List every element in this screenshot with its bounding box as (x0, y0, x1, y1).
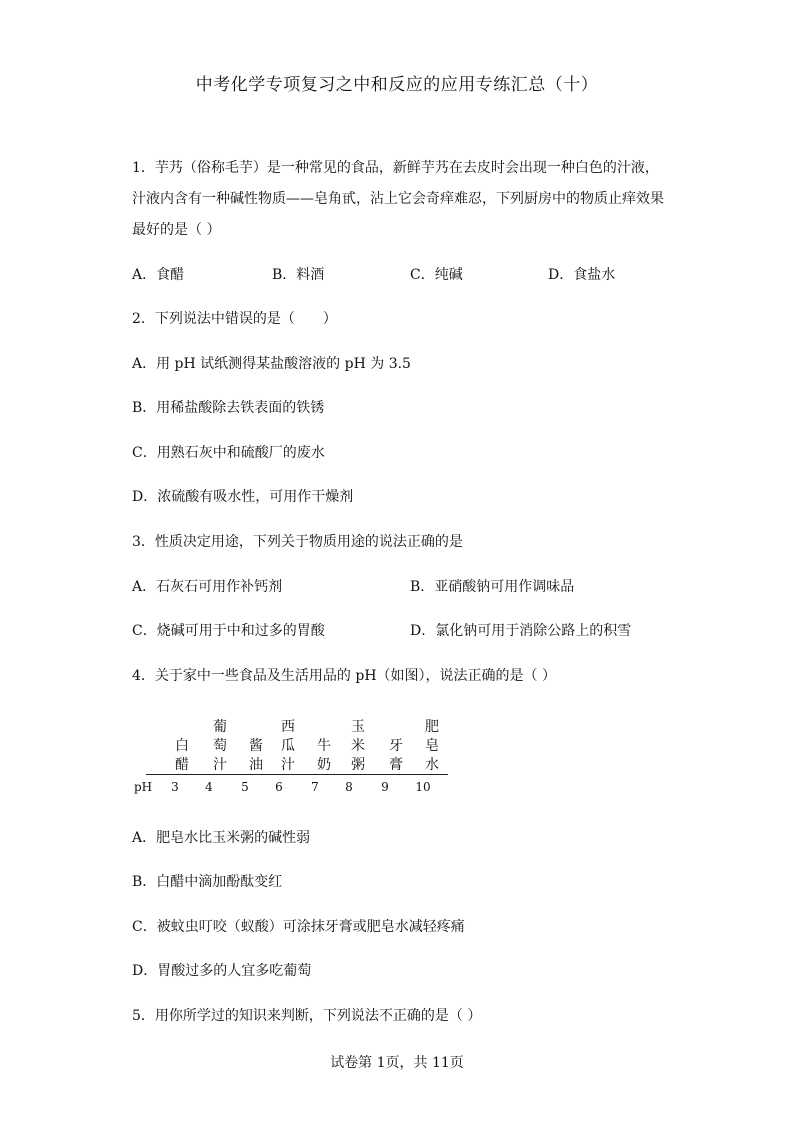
q4-option-b: B．白醋中滴加酚酞变红 (132, 874, 283, 890)
ph-item-char (246, 718, 266, 737)
ph-tick-6: 6 (275, 780, 283, 794)
q1-option-c: C．纯碱 (410, 267, 463, 283)
q4-stem: 4．关于家中一些食品及生活用品的 pH（如图），说法正确的是（ ） (132, 668, 556, 684)
ph-item-char: 牛 (317, 738, 331, 754)
ph-item-char (172, 718, 192, 737)
ph-item-watermelon-juice (278, 718, 298, 775)
q3-option-b: B．亚硝酸钠可用作调味品 (410, 579, 575, 595)
ph-item-char: 西 (281, 719, 295, 735)
ph-item-char: 奶 (317, 757, 331, 773)
ph-tick-5: 5 (241, 780, 249, 794)
ph-item-char: 水 (425, 757, 439, 773)
ph-item-soy-sauce (246, 718, 266, 775)
ph-axis-line (146, 774, 448, 775)
ph-item-char (314, 718, 334, 737)
ph-tick-8: 8 (345, 780, 353, 794)
q1-option-d: D．食盐水 (548, 267, 616, 283)
q5-stem: 5．用你所学过的知识来判断，下列说法不正确的是（ ） (132, 1008, 482, 1024)
ph-item-char: 酱 (249, 738, 263, 754)
q1-option-b: B．料酒 (272, 267, 325, 283)
ph-item-char: 粥 (351, 757, 365, 773)
q4-option-d: D．胃酸过多的人宜多吃葡萄 (132, 963, 312, 979)
ph-item-char: 白 (175, 738, 189, 754)
q1-line2: 汁液内含有一种碱性物质——皂角甙，沾上它会奇痒难忍，下列厨房中的物质止痒效果 (132, 191, 664, 207)
q2-option-b: B．用稀盐酸除去铁表面的铁锈 (132, 400, 325, 416)
q1-line1: 1．芋艿（俗称毛芋）是一种常见的食品，新鲜芋艿在去皮时会出现一种白色的汁液， (132, 160, 659, 176)
q2-option-a: A．用 pH 试纸测得某盐酸溶液的 pH 为 3.5 (132, 356, 411, 372)
q2-stem: 2．下列说法中错误的是（ ） (132, 311, 337, 327)
q3-option-c: C．烧碱可用于中和过多的胃酸 (132, 623, 325, 639)
ph-item-white-vinegar (172, 718, 192, 775)
ph-tick-4: 4 (205, 780, 213, 794)
ph-item-char: 汁 (213, 757, 227, 773)
q1-line3: 最好的是（ ） (132, 222, 221, 238)
ph-item-char: 皂 (425, 738, 439, 754)
q3-option-a: A．石灰石可用作补钙剂 (132, 579, 283, 595)
ph-item-char: 玉 (351, 719, 365, 735)
q1-option-a: A．食醋 (132, 267, 185, 283)
ph-scale-figure (132, 712, 462, 802)
q4-option-a: A．肥皂水比玉米粥的碱性弱 (132, 830, 311, 846)
ph-item-milk (314, 718, 334, 775)
ph-item-grape-juice (210, 718, 230, 775)
ph-item-toothpaste (386, 718, 406, 775)
ph-item-char: 葡 (213, 719, 227, 735)
q3-stem: 3．性质决定用途，下列关于物质用途的说法正确的是 (132, 534, 463, 550)
ph-item-char: 米 (351, 738, 365, 754)
q3-option-d: D．氯化钠可用于消除公路上的积雪 (410, 623, 632, 639)
ph-tick-7: 7 (311, 780, 319, 794)
page-footer: 试卷第 1页，共 11页 (330, 1055, 464, 1071)
ph-tick-3: 3 (171, 780, 179, 794)
q2-option-d: D．浓硫酸有吸水性，可用作干燥剂 (132, 489, 354, 505)
ph-axis-label: pH (134, 780, 153, 794)
ph-tick-9: 9 (381, 780, 389, 794)
ph-item-char (386, 718, 406, 737)
ph-item-corn-porridge (348, 718, 368, 775)
ph-item-char: 醋 (175, 757, 189, 773)
ph-item-char: 汁 (281, 757, 295, 773)
ph-item-char: 膏 (389, 757, 403, 773)
ph-item-char: 肥 (425, 719, 439, 735)
ph-item-char: 萄 (213, 738, 227, 754)
q4-option-c: C．被蚊虫叮咬（蚁酸）可涂抹牙膏或肥皂水减轻疼痛 (132, 919, 465, 935)
ph-item-char: 油 (249, 757, 263, 773)
page-title: 中考化学专项复习之中和反应的应用专练汇总（十） (195, 75, 599, 95)
q2-option-c: C．用熟石灰中和硫酸厂的废水 (132, 445, 325, 461)
ph-item-soap-water (422, 718, 442, 775)
ph-item-char: 牙 (389, 738, 403, 754)
ph-item-char: 瓜 (281, 738, 295, 754)
ph-tick-10: 10 (415, 780, 431, 794)
